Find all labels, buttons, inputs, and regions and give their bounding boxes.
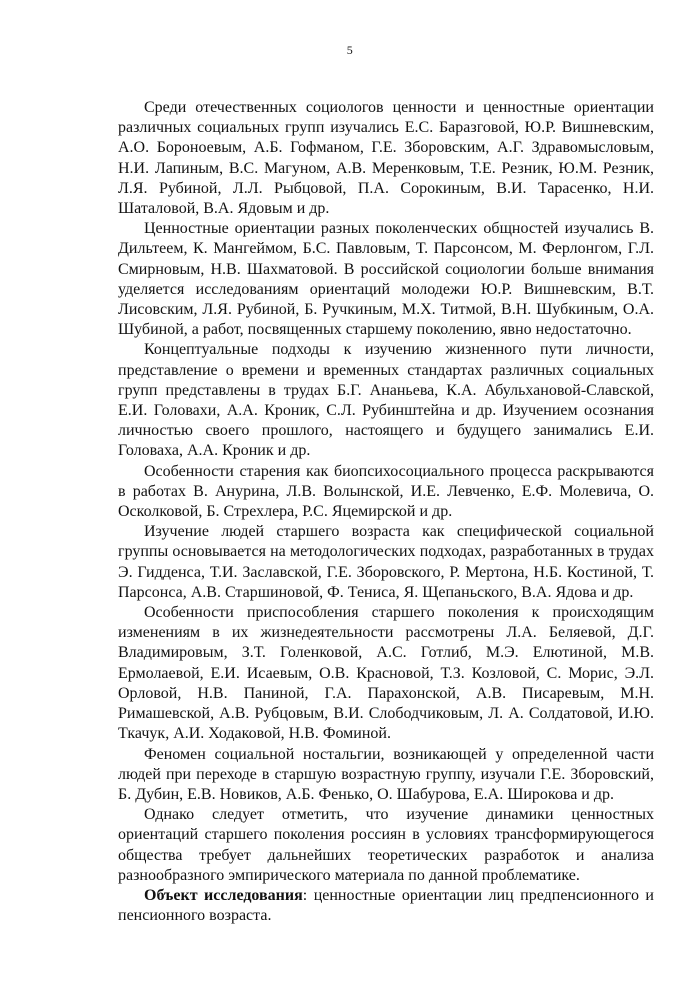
paragraph-generational-values: Ценностные ориентации разных поколенческих общностей изучались В. Дильтеем, К. Мангеймом, Б.С. Павловым, Т. Парсонсом, М. Ферлонгом, Г.Л. Смирновым, Н.В. Шахматовой. В российской социологии больше внимания уделяется исследованиям ориентаций молодежи Ю.Р. Вишневским, В.Т. Лисовским, Л.Я. Рубиной, Б. Ручкиным, М.Х. Титмой, В.Н. Шубкиным, О.А. Шубиной, а работ, посвященных старшему поколению, явно недостаточно.: [118, 220, 654, 339]
paragraph-older-people-study: Изучение людей старшего возраста как специфической социальной группы основывается на методологических подходах, разработанных в трудах Э. Гидденса, Т.И. Заславской, Г.Е. Зборовского, Р. Мертона, Н.Б. Костиной, Т. Парсонса, А.В. Старшиновой, Ф. Тениса, Я. Щепаньского, В.А. Ядова и др.: [118, 523, 654, 601]
paragraph-value-dynamics: Однако следует отметить, что изучение динамики ценностных ориентаций старшего поколения россиян в условиях трансформирующегося общества требует дальнейших теоретических разработок и анализа разнообразного эмпирического материала по данной проблематике.: [118, 806, 654, 884]
paragraph-aging-features: Особенности старения как биопсихосоциального процесса раскрываются в работах В. Анурина, Л.В. Волынской, И.Е. Левченко, Е.Ф. Молевича, О. Осколковой, Б. Стрехлера, Р.С. Яцемирской и др.: [118, 462, 654, 521]
page-body: [118, 98, 654, 926]
paragraph-adaptation-features: Особенности приспособления старшего поколения к происходящим изменениям в их жизнедеятельности рассмотрены Л.А. Беляевой, Д.Г. Владимировым, З.Т. Голенковой, А.С. Готлиб, М.Э. Елютиной, М.В. Ермолаевой, Е.И. Исаевым, О.В. Красновой, Т.З. Козловой, С. Морис, Э.Л. Орловой, Н.В. Паниной, Г.А. Парахонской, А.В. Писаревым, М.Н. Римашевской, А.В. Рубцовым, В.И. Слободчиковым, Л. А. Солдатовой, И.Ю. Ткачук, А.И. Ходаковой, Н.В. Фоминой.: [118, 604, 654, 743]
research-object-term: Объект исследования: [144, 886, 303, 904]
paragraph-life-path-approaches: Концептуальные подходы к изучению жизненного пути личности, представление о времени и временных стандартах различных социальных групп представлены в трудах Б.Г. Ананьева, К.А. Абульхановой-Славской, Е.И. Головахи, А.А. Кроник, С.Л. Рубинштейна и др. Изучением осознания личностью своего прошлого, настоящего и будущего занимались Е.И. Головаха, А.А. Кроник и др.: [118, 341, 654, 460]
page-number: 5: [346, 43, 354, 57]
paragraph-social-nostalgia: Феномен социальной ностальгии, возникающей у определенной части людей при переходе в старшую возрастную группу, изучали Г.Е. Зборовский, Б. Дубин, Е.В. Новиков, А.Б. Фенько, О. Шабурова, Е.А. Широкова и др.: [118, 745, 654, 803]
paragraph-research-object: [118, 886, 654, 926]
paragraph-domestic-sociologists: Среди отечественных социологов ценности и ценностные ориентации различных социальных групп изучались Е.С. Баразговой, Ю.Р. Вишневским, А.О. Бороноевым, А.Б. Гофманом, Г.Е. Зборовским, А.Г. Здравомысловым, Н.И. Лапиным, В.С. Магуном, А.В. Меренковым, Т.Е. Резник, Ю.М. Резник, Л.Я. Рубиной, Л.Л. Рыбцовой, П.А. Сорокиным, В.И. Тарасенко, Н.И. Шаталовой, В.А. Ядовым и др.: [118, 99, 654, 218]
research-object-text: : ценностные ориентации лиц предпенсионного и пенсионного возраста.: [118, 886, 654, 925]
